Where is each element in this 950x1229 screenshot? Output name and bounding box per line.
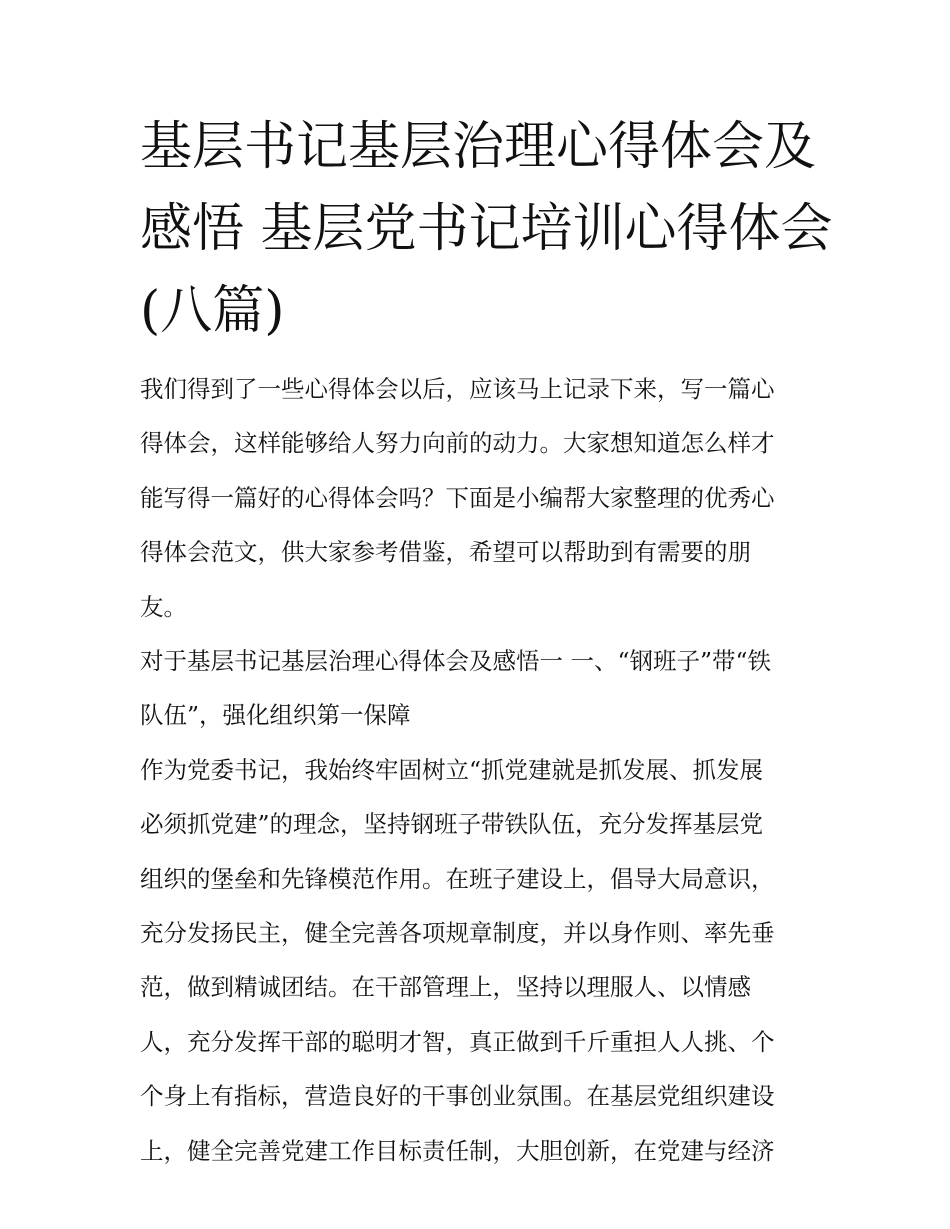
- title-line: (八篇): [140, 281, 285, 341]
- body-line: 范，做到精诚团结。在干部管理上，坚持以理服人、以情感: [140, 973, 751, 1002]
- body-line: 充分发扬民主，健全完善各项规章制度，并以身作则、率先垂: [140, 919, 775, 948]
- section-heading-line: 对于基层书记基层治理心得体会及感悟一 一、“钢班子”带“铁: [140, 647, 772, 676]
- body-line: 能写得一篇好的心得体会吗？下面是小编帮大家整理的优秀心: [140, 483, 775, 512]
- body-line: 作为党委书记，我始终牢固树立“抓党建就是抓发展、抓发展: [140, 755, 764, 784]
- title-line: 基层书记基层治理心得体会及: [140, 117, 817, 177]
- document-body: [140, 362, 812, 1178]
- body-line: 得体会范文，供大家参考借鉴，希望可以帮助到有需要的朋: [140, 538, 751, 567]
- body-line: 个身上有指标，营造良好的干事创业氛围。在基层党组织建设: [140, 1082, 775, 1111]
- body-line: 友。: [140, 592, 187, 621]
- body-line: 人，充分发挥干部的聪明才智，真正做到千斤重担人人挑、个: [140, 1027, 775, 1056]
- title-line: 感悟 基层党书记培训心得体会: [140, 199, 833, 259]
- body-line: 上，健全完善党建工作目标责任制，大胆创新，在党建与经济: [140, 1136, 775, 1165]
- body-line: 我们得到了一些心得体会以后，应该马上记录下来，写一篇心: [140, 375, 775, 403]
- body-line: 得体会，这样能够给人努力向前的动力。大家想知道怎么样才: [140, 429, 775, 458]
- body-line: 组织的堡垒和先锋模范作用。在班子建设上，倡导大局意识，: [140, 864, 775, 893]
- section-heading-line: 队伍”，强化组织第一保障: [140, 701, 411, 730]
- document-content: [140, 106, 833, 1178]
- document-title: [140, 106, 833, 352]
- body-line: 必须抓党建”的理念，坚持钢班子带铁队伍，充分发挥基层党: [140, 810, 764, 839]
